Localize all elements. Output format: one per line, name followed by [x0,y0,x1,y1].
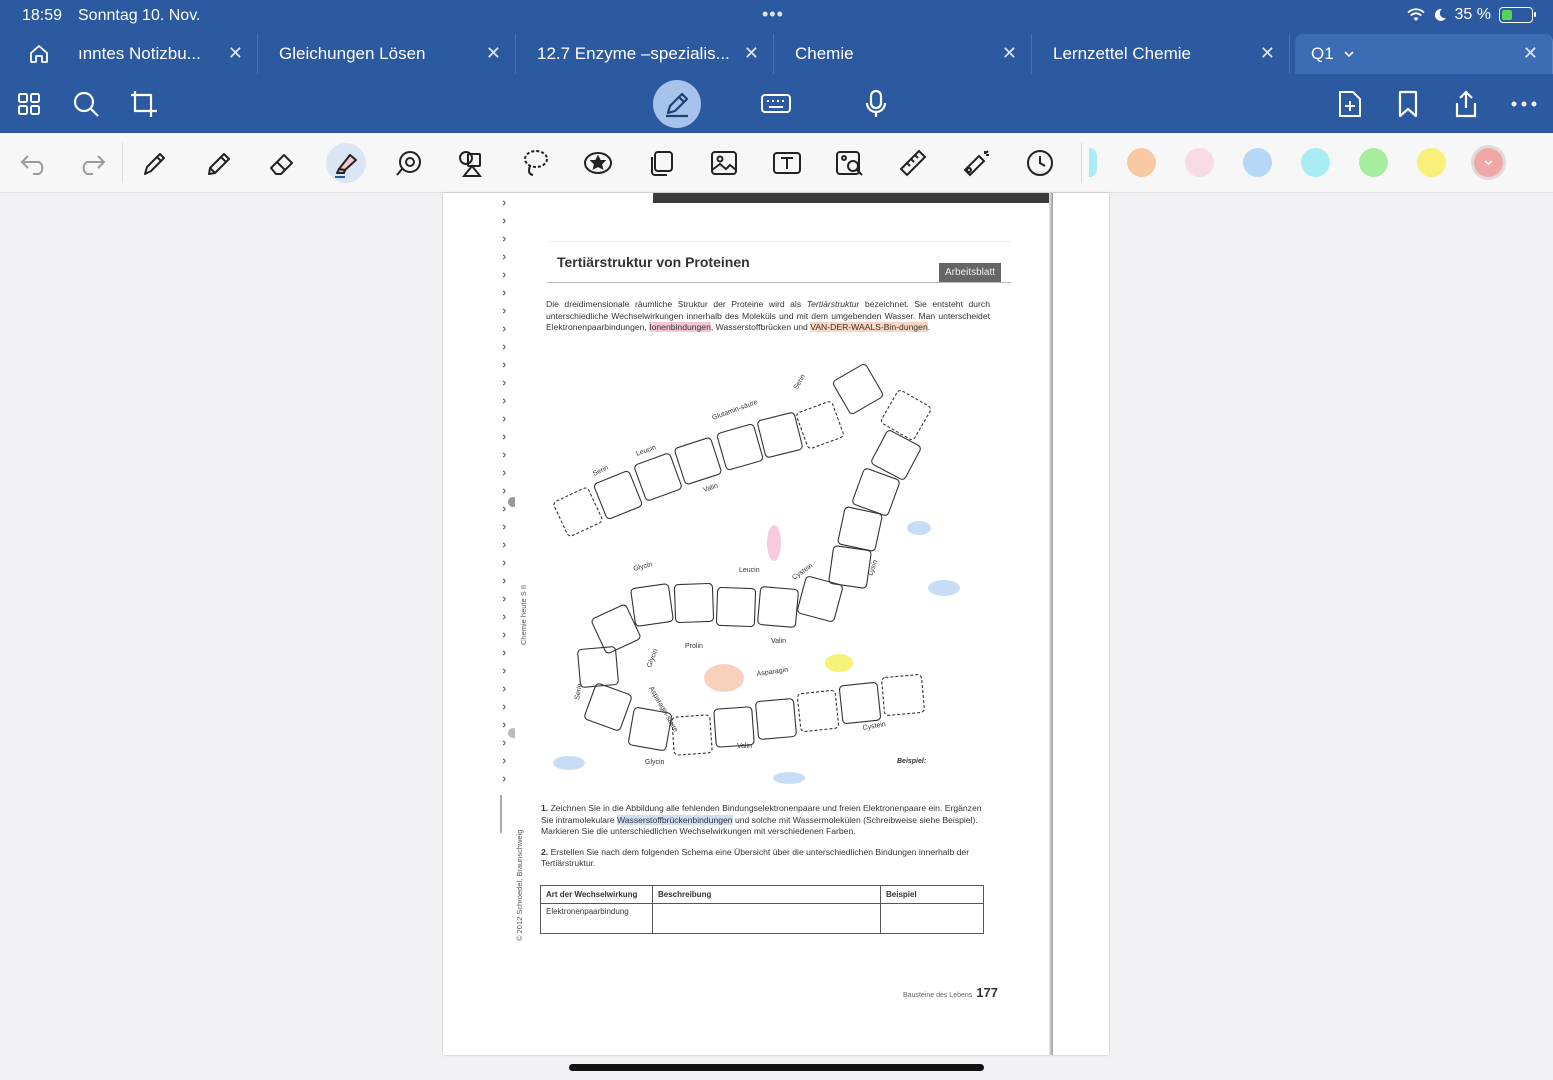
eraser-icon[interactable] [262,143,302,183]
footer-text: Bausteine des Lebens [903,992,973,999]
table-row [541,904,984,934]
shape-icon[interactable] [389,143,429,183]
tab-enzyme[interactable] [516,34,774,74]
column-header: Beispiel [881,886,984,904]
label-leucin-2: Leucin [739,567,760,574]
task-2: 2. Erstellen Sie nach dem folgenden Schema eine Übersicht über die unterschiedlichen Bindungen innerhalb der Tertiärstruktur. [541,846,970,868]
task-1: 1. Zeichnen Sie in die Abbildung alle fehlenden Bindungselektronenpaare und freien Elektronenpaare ein. Ergänzen Sie intramolekulare Wasserstoffbrückenbindungen und solche mit Wassermolekülen (Schreibweise siehe Beispiel). Markieren Sie die unterschiedlichen Wechselwirkungen mit verschiedenen Farben. [541,803,982,836]
lasso-icon[interactable] [516,143,556,183]
column-header: Art der Wechselwirkung [541,886,653,904]
home-button[interactable] [0,34,78,74]
side-label-book: Chemie heute S II [519,584,528,645]
worksheet-badge: Arbeitsblatt [939,263,1001,282]
binding-holes [495,193,515,993]
tab-label: Q1 [1311,44,1334,63]
table-cell [881,904,984,934]
main-toolbar [0,76,1553,133]
undo-icon[interactable] [14,143,54,183]
moon-icon [1433,8,1447,22]
highlight-hbond: Wasserstoffbrückenbindungen [616,814,733,825]
label-serin-3: Serin [574,683,584,701]
page-footer [903,985,998,1000]
label-valin-1: Valin [702,482,719,494]
elements-icon[interactable] [452,143,492,183]
tab-label: Lernzettel Chemie [1053,44,1191,63]
close-icon[interactable]: ✕ [743,43,759,63]
drawing-toolbar [0,133,1553,193]
battery-percent: 35 % [1454,6,1491,23]
overview-table [540,885,984,934]
ruler-icon[interactable] [893,143,933,183]
label-glutamin: Glutamin-säure [711,398,759,422]
page-number: 177 [976,985,998,1000]
label-glycin-3: Glycin [645,759,665,766]
pencil-icon[interactable] [199,143,239,183]
label-cystein-2: Cystein [862,721,887,732]
tab-label: ınntes Notizbu... [78,44,201,63]
color-swatch-orange[interactable] [1127,148,1156,177]
text-icon[interactable] [767,143,807,183]
redo-icon[interactable] [72,143,112,183]
status-time: 18:59 [22,7,63,24]
tab-q1[interactable] [1295,34,1553,74]
highlight-vdw: VAN-DER-WAALS-Bin-dungen [810,322,928,332]
bookmark-icon[interactable] [1388,84,1428,124]
multitasking-dots-icon[interactable]: ••• [762,4,784,24]
tab-chemie[interactable] [774,34,1032,74]
battery-icon [1499,7,1533,23]
side-label-copyright: © 2012 Schroedel, Braunschweig [515,829,524,941]
share-icon[interactable] [1446,84,1486,124]
home-icon [28,43,50,65]
lasso-screenshot-icon[interactable] [124,84,164,124]
copy-icon[interactable] [641,143,681,183]
tab-lernzettel[interactable] [1032,34,1290,74]
tab-bar [0,34,1553,74]
laser-pointer-icon[interactable] [957,143,997,183]
label-valin-3: Valin [737,743,753,750]
close-icon[interactable]: ✕ [227,43,243,63]
sticker-icon[interactable] [578,143,618,183]
protein-diagram [539,358,1009,788]
document-page[interactable] [443,193,1109,1055]
close-icon[interactable]: ✕ [1001,43,1017,63]
color-swatch-blue[interactable] [1243,148,1272,177]
label-asparagin-saeure: Asparagin-säure [647,685,680,734]
scan-edge [1049,193,1053,1055]
intro-paragraph: Die dreidimensionale räumliche Struktur der Proteine wird als Tertiärstruktur bezeichnet. Sie entsteht durch unterschiedliche Wechselwirkungen innerhalb des Moleküls und mit dem umgebenden Wasser. Man unterscheidet Elektronenpaarbindungen, Ionenbindungen, Wasserstoffbrücken und VAN-DER-WAALS-Bin-dungen. [546,299,990,332]
label-glycin-2: Glycin [646,648,660,669]
tab-label: Chemie [795,44,854,63]
table-cell: Elektronenpaarbindung [541,904,653,934]
color-swatch-green[interactable] [1359,148,1388,177]
term-tertiary: Tertiärstruktur [806,299,860,309]
color-swatch-red-selected[interactable] [1474,148,1503,177]
keyboard-icon[interactable] [756,84,796,124]
label-leucin-1: Leucin [635,444,658,458]
label-glycin-1: Glycin [632,561,654,573]
color-swatch-pink[interactable] [1185,148,1214,177]
label-asparagin: Asparagin [756,666,789,678]
column-header: Beschreibung [653,886,881,904]
chevron-down-icon [1484,159,1493,166]
wifi-icon [1407,8,1425,22]
worksheet-title: Tertiärstruktur von Proteinen [557,254,750,270]
tab-label: Gleichungen Lösen [279,44,426,63]
highlighter-icon[interactable] [326,143,366,183]
label-cystein-1: Cystein [791,562,815,582]
app-header [0,0,1553,133]
search-icon[interactable] [66,84,106,124]
tab-label: 12.7 Enzyme –spezialis... [537,44,730,63]
add-page-icon[interactable] [1330,84,1370,124]
color-swatch-cyan[interactable] [1301,148,1330,177]
table-cell [653,904,881,934]
grid-icon[interactable] [9,84,49,124]
microphone-icon[interactable] [856,84,896,124]
more-icon[interactable] [1504,84,1544,124]
color-swatch-yellow[interactable] [1417,148,1446,177]
tasks [541,803,989,879]
table-header-row [541,886,984,904]
color-swatch-partial[interactable] [1089,148,1097,177]
image-search-icon[interactable] [830,143,870,183]
label-valin-2: Valin [771,638,787,645]
pen-icon[interactable] [135,143,175,183]
label-serin-2: Serin [792,373,807,391]
label-serin-1: Serin [591,464,610,478]
timer-icon[interactable] [1020,143,1060,183]
label-lysin: Lysin [867,559,880,577]
scan-shadow [653,193,1051,203]
tab-gleichungen[interactable] [258,34,516,74]
pen-mode-icon [662,89,692,119]
highlight-ionic: Ionenbindungen [649,322,711,332]
status-right [1407,6,1533,24]
status-bar [0,0,1553,32]
close-icon[interactable]: ✕ [1259,43,1275,63]
chevron-down-icon[interactable] [1344,50,1354,58]
image-icon[interactable] [704,143,744,183]
label-prolin: Prolin [685,643,703,650]
close-icon[interactable]: ✕ [485,43,501,63]
status-date: Sonntag 10. Nov. [78,7,201,24]
tab-notebook[interactable] [78,34,258,74]
label-beispiel: Beispiel: [897,758,927,765]
close-icon[interactable]: ✕ [1522,43,1538,63]
pen-mode-button[interactable] [653,80,701,128]
home-indicator[interactable] [569,1064,984,1071]
